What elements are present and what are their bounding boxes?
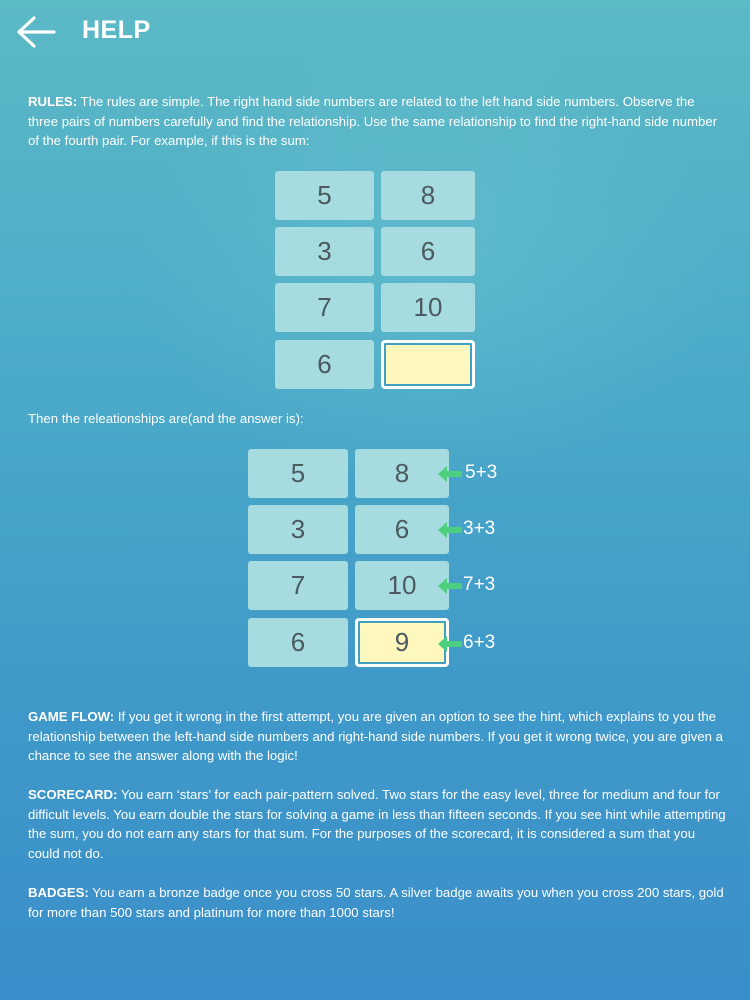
green-arrow-icon — [437, 465, 463, 483]
question-left-cell: 5 — [275, 171, 374, 220]
relationship-note: 3+3 — [463, 518, 496, 539]
rules-paragraph — [28, 92, 728, 151]
question-right-cell: 6 — [381, 227, 475, 276]
question-left-cell: 6 — [275, 340, 374, 389]
question-right-cell: 8 — [381, 171, 475, 220]
answer-left-cell: 7 — [248, 561, 348, 610]
question-left-cell: 3 — [275, 227, 374, 276]
answer-right-cell: 8 — [355, 449, 449, 498]
badges-text: You earn a bronze badge once you cross 50 stars. A silver badge awaits you when you cross 200 stars, gold for more than 500 stars and platinum for more than 1000 stars! — [28, 885, 724, 920]
back-button[interactable] — [14, 14, 58, 50]
question-left-cell: 7 — [275, 283, 374, 332]
answer-left-cell: 3 — [248, 505, 348, 554]
question-right-cell: 10 — [381, 283, 475, 332]
green-arrow-icon — [437, 577, 463, 595]
scorecard-text: You earn ‘stars’ for each pair-pattern solved. Two stars for the easy level, three for medium and four for difficult levels. You earn double the stars for solving a game in less than fifteen seconds. If you see hint while attempting the sum, you do not earn any stars for that sum. For the purposes of the scorecard, it is considered a sum that you could not do. — [28, 787, 726, 861]
rules-text: The rules are simple. The right hand side numbers are related to the left hand side numbers. Observe the three pairs of numbers carefully and find the relationship. Use the same relationship to find the right-hand side number of the fourth pair. For example, if this is the sum: — [28, 94, 718, 148]
relationship-note: 5+3 — [465, 462, 498, 483]
answer-right-cell: 10 — [355, 561, 449, 610]
rules-heading: RULES: — [28, 94, 78, 109]
game-flow-text: If you get it wrong in the first attempt, you are given an option to see the hint, which explains to you the relationship between the left-hand side numbers and right-hand side numbers. If you get it wrong twice, you are given a chance to see the answer along with the logic! — [28, 709, 723, 763]
scorecard-heading: SCORECARD: — [28, 787, 118, 802]
answer-right-cell: 6 — [355, 505, 449, 554]
back-arrow-icon — [14, 14, 58, 50]
relationship-note: 7+3 — [463, 574, 496, 595]
game-flow-heading: GAME FLOW: — [28, 709, 115, 724]
relationship-intro: Then the releationships are(and the answer is): — [28, 411, 304, 426]
relationship-note: 6+3 — [463, 632, 496, 653]
badges-heading: BADGES: — [28, 885, 89, 900]
page-title: HELP — [82, 16, 151, 44]
answer-left-cell: 6 — [248, 618, 348, 667]
game-flow-paragraph — [28, 707, 728, 766]
badges-paragraph — [28, 883, 728, 922]
green-arrow-icon — [437, 635, 463, 653]
scorecard-paragraph — [28, 785, 728, 863]
answer-highlighted-cell: 9 — [355, 618, 449, 667]
header — [0, 0, 750, 64]
answer-left-cell: 5 — [248, 449, 348, 498]
question-answer-blank — [381, 340, 475, 389]
green-arrow-icon — [437, 521, 463, 539]
